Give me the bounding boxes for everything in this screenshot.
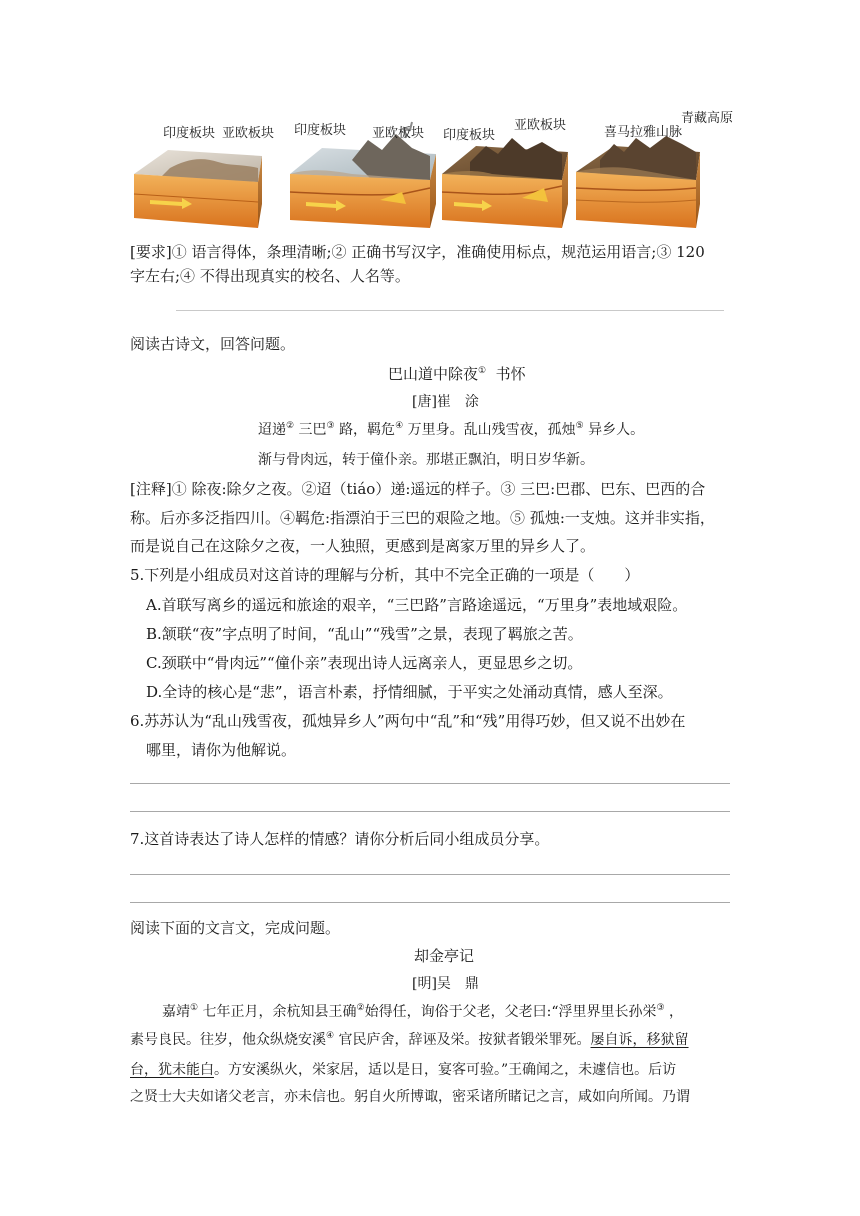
- section-divider: [176, 310, 724, 311]
- question-6-line-1: 6.苏苏认为“乱山残雪夜，孤烛异乡人”两句中“乱”和“残”用得巧妙，但又说不出妙在: [130, 712, 686, 730]
- underlined-sentence-part-1: 屡自诉，移狱留: [590, 1032, 689, 1048]
- label-tibet-plateau: 青藏高原: [681, 111, 734, 126]
- prose-title: 却金亭记: [414, 947, 475, 965]
- prose-note-marker-3: ③: [656, 1003, 665, 1013]
- label-himalaya: 喜马拉雅山脉: [604, 125, 683, 140]
- prose-line-1-seg-a: 嘉靖: [162, 1004, 190, 1020]
- question-5-option-b: B.颔联“夜”字点明了时间，“乱山”“残雪”之景，表现了羁旅之苦。: [146, 625, 583, 643]
- poem-title-suffix: 书怀: [495, 365, 526, 383]
- underlined-sentence-part-2: 台，犹未能白: [130, 1062, 214, 1078]
- label-eurasia-plate-1: 亚欧板块: [222, 126, 275, 141]
- poem-intro: 阅读古诗文，回答问题。: [130, 335, 296, 353]
- label-india-plate-1: 印度板块: [163, 126, 216, 141]
- question-7: 7.这首诗表达了诗人怎样的情感？请你分析后同小组成员分享。: [130, 830, 550, 848]
- prose-line-1-seg-d: ，: [669, 1004, 684, 1020]
- prose-note-marker-2: ②: [356, 1003, 365, 1013]
- plate-collision-figure: [130, 108, 740, 236]
- poem-title-text: 巴山道中除夜: [388, 365, 479, 383]
- panel-4-block: [576, 136, 700, 228]
- poem-line-1-seg-e: 异乡人。: [588, 422, 645, 438]
- prose-line-2-seg-a: 素号良民。往岁，他众纵烧安溪: [130, 1032, 326, 1048]
- question-5-stem: 5.下列是小组成员对这首诗的理解与分析，其中不完全正确的一项是（ ）: [130, 566, 640, 584]
- prose-line-2: [130, 1030, 689, 1050]
- note-marker-2: ②: [286, 421, 295, 431]
- prose-note-marker-1: ①: [190, 1003, 199, 1013]
- note-marker-5: ⑤: [575, 421, 584, 431]
- prose-line-4: 之贤士大夫如诸父老言，亦未信也。躬自火所博诹，密采诸所睹记之言，咸如向所闻。乃谓: [130, 1089, 690, 1105]
- question-5-option-a: A.首联写离乡的遥远和旅途的艰辛，“三巴路”言路途遥远，“万里身”表地域艰险。: [146, 596, 688, 614]
- answer-line-q7-1[interactable]: [130, 874, 730, 875]
- poem-line-1-seg-b: 三巴: [298, 422, 327, 438]
- prose-line-1-seg-b: 七年正月，余杭知县王确: [202, 1004, 357, 1020]
- poem-title: [388, 364, 526, 384]
- label-india-plate-2: 印度板块: [294, 123, 347, 138]
- note-marker-4: ④: [395, 421, 404, 431]
- question-5-option-d: D.全诗的核心是“悲”，语言朴素，抒情细腻，于平实之处涌动真情，感人至深。: [146, 683, 673, 701]
- panel-1-block: [134, 150, 262, 228]
- poem-note-line-2: 称。后亦多泛指四川。④羁危:指漂泊于三巴的艰险之地。⑤ 孤烛:一支烛。这并非实指，: [130, 509, 715, 527]
- prose-line-2-seg-b: 官民庐舍，辞诬及栄。按狱者锻栄罪死。: [338, 1032, 591, 1048]
- label-eurasia-plate-3: 亚欧板块: [514, 118, 567, 133]
- prose-line-3-seg-b: 。方安溪纵火，栄家居，适以是日，宴客可验。”王确闻之，未遽信也。后访: [214, 1062, 677, 1078]
- panel-3-block: [442, 138, 568, 228]
- poem-note-line-3: 而是说自己在这除夕之夜，一人独照，更感到是离家万里的异乡人了。: [130, 537, 596, 555]
- poem-note-line-1: [注释]① 除夜:除夕之夜。②迢（tiáo）递:遥远的样子。③ 三巴:巴郡、巴东、巴西的合: [130, 480, 706, 498]
- label-india-plate-3: 印度板块: [443, 128, 496, 143]
- prose-line-1-seg-c: 始得任，询俗于父老，父老曰:“浮里界里长孙栄: [364, 1004, 657, 1020]
- poem-title-note-marker: ①: [478, 366, 487, 376]
- question-6-line-2: 哪里，请你为他解说。: [146, 741, 297, 759]
- answer-line-q7-2[interactable]: [130, 902, 730, 903]
- requirement-line-1: [要求]① 语言得体，条理清晰;② 正确书写汉字，准确使用标点，规范运用语言;③ 120: [130, 243, 705, 261]
- prose-intro: 阅读下面的文言文，完成问题。: [130, 919, 341, 937]
- question-5-option-c: C.颈联中“骨肉远”“僮仆亲”表现出诗人远离亲人，更显思乡之切。: [146, 654, 583, 672]
- prose-note-marker-4: ④: [326, 1031, 335, 1041]
- prose-line-3: [130, 1060, 676, 1080]
- label-eurasia-plate-2: 亚欧板块: [372, 126, 425, 141]
- prose-line-1: [162, 1002, 683, 1022]
- note-marker-3: ③: [326, 421, 335, 431]
- prose-author: [明]吴 鼎: [412, 976, 479, 992]
- poem-line-1-seg-a: 迢递: [258, 422, 286, 438]
- poem-line-1-seg-c: 路，羁危: [339, 422, 396, 438]
- poem-line-1: [258, 420, 644, 440]
- answer-line-q6-2[interactable]: [130, 811, 730, 812]
- poem-author: [唐]崔 涂: [412, 394, 479, 410]
- answer-line-q6-1[interactable]: [130, 783, 730, 784]
- poem-line-1-seg-d: 万里身。乱山残雪夜，孤烛: [407, 422, 576, 438]
- poem-line-2: 渐与骨肉远，转于僮仆亲。那堪正飘泊，明日岁华新。: [258, 452, 594, 468]
- requirement-line-2: 字左右;④ 不得出现真实的校名、人名等。: [130, 267, 410, 285]
